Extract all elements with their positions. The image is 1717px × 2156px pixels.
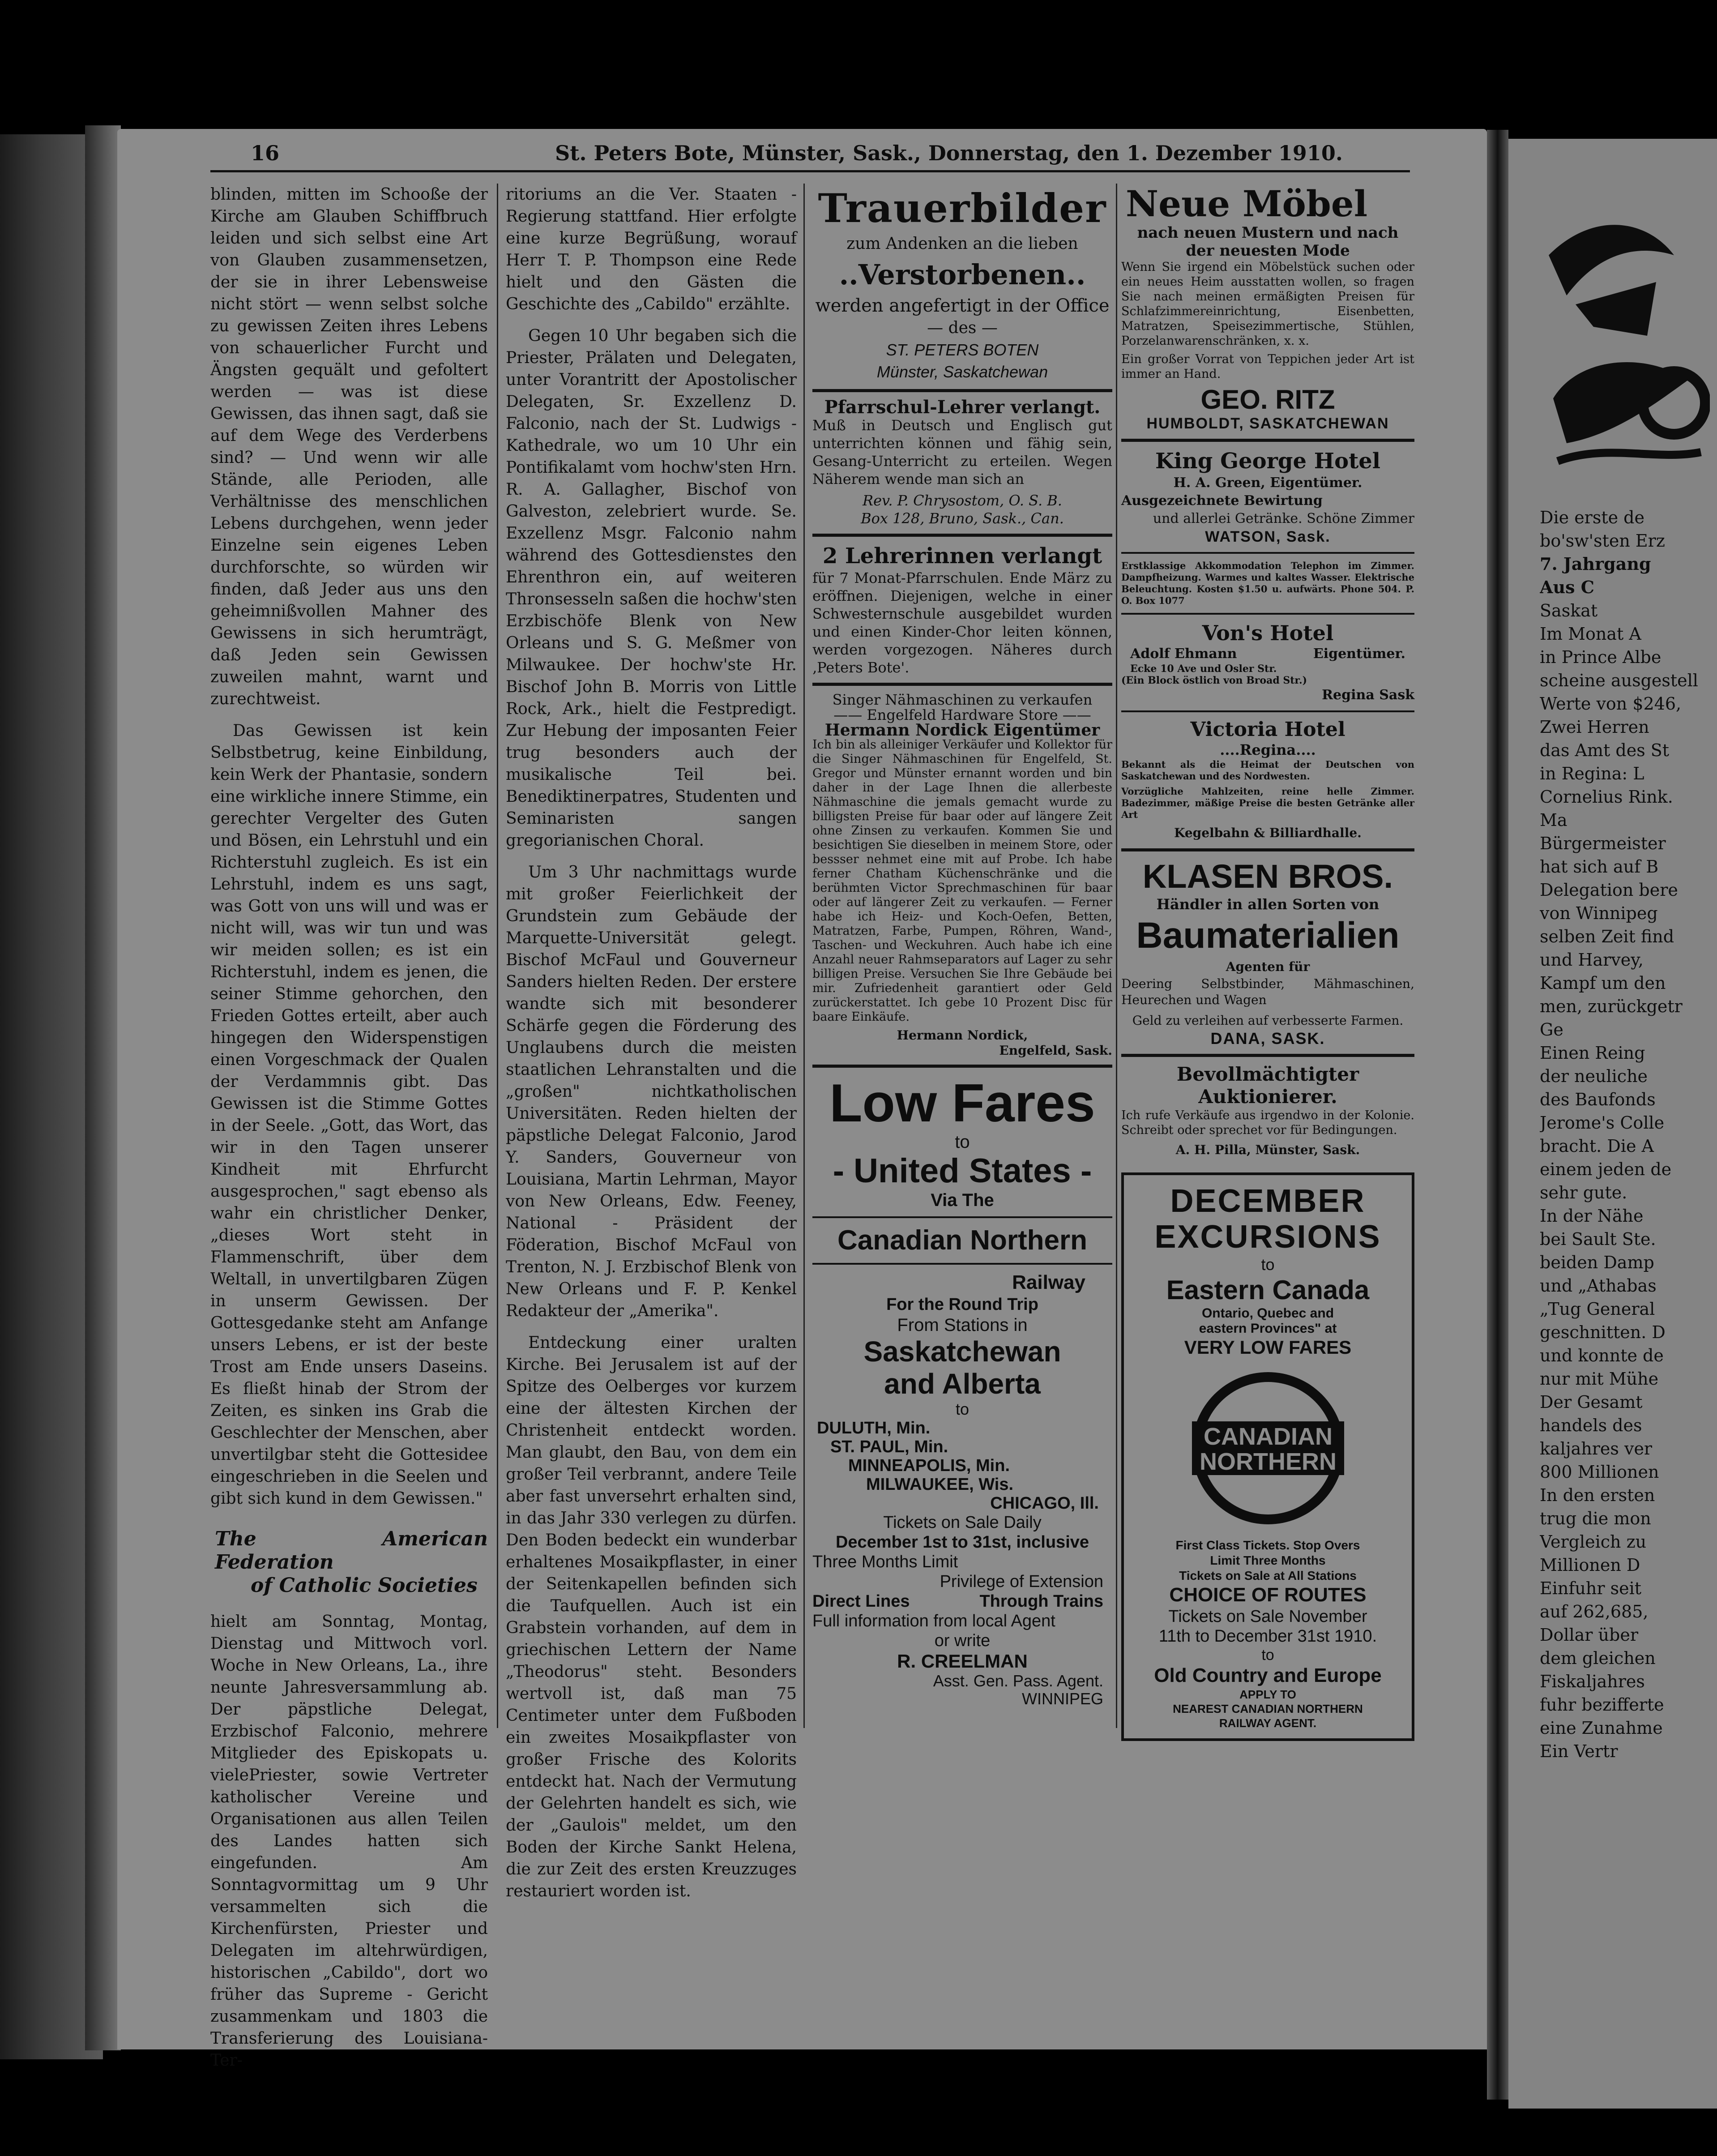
adjacent-page-line: 7. Jahrgang [1540,554,1651,574]
ad-line: Tickets on Sale at All Stations [1179,1569,1357,1583]
ad-line: Eastern Canada [1166,1275,1370,1305]
adjacent-page-line: eine Zunahme [1540,1718,1663,1738]
adjacent-page-line: bo'sw'sten Erz [1540,531,1665,551]
adjacent-page-line: bei Sault Ste. [1540,1229,1656,1249]
ad-line: Geld zu verleihen auf verbesserte Farmen. [1132,1013,1404,1028]
adjacent-page-line: beiden Damp [1540,1253,1654,1272]
ad-signature: Hermann Nordick, [897,1028,1028,1043]
ad-title: GEO. RITZ [1200,385,1335,415]
ad-line: WATSON, Sask. [1205,528,1331,545]
ad-line: to [955,1400,970,1418]
ad-divider [812,534,1112,537]
ad-line: Ontario, Quebec and [1201,1306,1334,1321]
ad-title: Trauerbilder [818,185,1107,231]
header-rule [210,170,1410,172]
ad-line: to [955,1132,970,1152]
adjacent-page-line: handels des [1540,1416,1642,1435]
ad-signature: Box 128, Bruno, Sask., Can. [861,510,1064,527]
ad-line: to [1261,1647,1274,1664]
ad-line: ..Verstorbenen.. [839,258,1086,291]
ad-line: APPLY TO [1239,1688,1296,1701]
ad-line: RAILWAY AGENT. [1219,1716,1317,1730]
ad-text: Deering Selbstbinder, Mähmaschinen, Heurechen und Wagen [1121,976,1414,1007]
lehrerinnen-ad [812,543,1112,676]
ad-text: Bekannt als die Heimat der Deutschen von Saskatchewan und des Nordwesten. [1121,759,1414,782]
adjacent-page-line: Ein Vertr [1540,1741,1618,1761]
adjacent-page-line: kaljahres ver [1540,1439,1653,1459]
ad-divider [812,389,1112,392]
ad-line: or write [934,1631,991,1650]
ad-title: Pfarrschul-Lehrer verlangt. [824,397,1101,418]
low-fares-ad [812,1074,1112,1708]
ad-line: Via The [931,1190,994,1210]
article-paragraph: Gegen 10 Uhr begaben sich die Priester, Prälaten und Delegaten, unter Vorantritt der Apostolischer Delegaten, Sr. Exzellenz D. Falconio, nach der St. Ludwigs - Kathedrale, wo um 10 Uhr ein Pontifikalamt vom hochw'sten Hrn. R. A. Gallagher, Bischof von Galveston, zelebriert wurde. Se. Exzellenz Msgr. Falconio nahm während des Gottesdienstes den Ehrenthron ein, auf weiteren Thronsesseln saßen die hochw'sten Erzbischöfe Blenk von New Orleans und S. G. Meßmer von Milwaukee. Der hochw'ste Hr. Bischof John B. Morris von Little Rock, Ark., hielt die Festpredigt. Zur Hebung der imposanten Feier trug besonders auch der musikalische Teil bei. Benediktinerpatres, Studenten und Seminaristen sangen gregorianischen Choral. [506,327,797,850]
adjacent-page-line: 800 Millionen [1540,1462,1659,1482]
article-paragraph: ritoriums an die Ver. Staaten - Regierung stattfand. Hier erfolgte eine kurze Begrüßung, worauf Herr T. P. Thompson eine Rede hielt und den Gästen die Geschichte des „Cabildo" erzählte. [506,185,797,313]
klasen-bros-ad [1121,858,1414,1048]
ad-text: Muß in Deutsch und Englisch gut unterrichten können und fähig sein, Gesang-Unterricht zu erteilen. Wegen Näherem wende man sich an [812,417,1112,488]
ad-line: Regina Sask [1322,687,1414,703]
ad-line: (Ein Block östlich von Broad Str.) [1121,675,1307,686]
ad-line [812,1591,1112,1611]
ad-phrase: Direct Lines [812,1592,910,1611]
adjacent-page-line: Ma [1540,810,1568,830]
ad-divider [812,1216,1112,1218]
ad-text: Wenn Sie irgend ein Möbelstück suchen oder ein neues Heim ausstatten wollen, so fragen Sie nach meinen ermäßigten Preisen für Schlafzimmereinrichtung, Eisenbetten, Matratzen, Speisezimmertische, Stühlen, Porzelanwarenschränken, x. x. [1121,260,1414,348]
adjacent-page-line: sehr gute. [1540,1183,1627,1202]
masthead-ornament-icon [1540,192,1710,506]
ad-text: für 7 Monat-Pfarrschulen. Ende März zu eröffnen. Diejenigen, welche in einer Schwesternschule ausgebildet wurden und einen Kinder-Chor leiten können, werden vorgezogen. Näheres durch ‚Peters Bote'. [812,569,1112,676]
article-paragraph: blinden, mitten im Schooße der Kirche am Glauben Schiffbruch leiden und sich selbst eine Art von Glauben zusammensetzen, der sie in ihrer Lebensweise nicht stört — wenn selbst solche zu gewissen Zeiten ihres Lebens von schauerlicher Furcht und Ängsten gequält und gefoltert werden — was ist diese Gewissen, das ihnen sagt, daß sie auf dem Wege des Verderbens sind? — Und wenn wir alle Stände, alle Perioden, alle Verhältnisse des menschlichen Lebens durchgehen, wenn jeder Einzelne sein eigenes Leben durchforschte, so würden wir finden, daß Jeder aus uns den geheimnißvollen Mahner des Gewissens in sich herumträgt, daß Jeden sein Gewissen zuweilen mahnt, warnt und zurechtweist. [210,185,488,708]
adjacent-page-line: Dollar über [1540,1625,1639,1645]
naehmaschinen-ad [812,692,1112,1058]
page-number: 16 [251,141,280,165]
ad-divider [1121,1054,1414,1057]
ad-line: Limit Three Months [1210,1553,1326,1567]
ad-line: H. A. Green, Eigentümer. [1173,475,1362,491]
adjacent-page-line: Millionen D [1540,1555,1640,1575]
ad-divider [1121,613,1414,615]
adjacent-page-line: einem jeden de [1540,1159,1672,1179]
adjacent-page-text [1540,192,1717,1763]
ad-line: —— Engelfeld Hardware Store —— [833,706,1091,723]
ad-line: Privilege of Extension [940,1572,1103,1591]
ad-line: and Alberta [884,1368,1041,1400]
adjacent-page-line: In der Nähe [1540,1206,1644,1226]
adjacent-page-line: und „Athabas [1540,1276,1657,1296]
city-line: MINNEAPOLIS, Min. [848,1456,1010,1475]
column-1 [210,184,488,2081]
ad-line: zum Andenken an die lieben [846,235,1078,253]
ad-line: Three Months Limit [812,1553,958,1571]
ad-line: For the Round Trip [886,1295,1038,1314]
city-line: ST. PAUL, Min. [830,1437,948,1456]
ad-line: to [1261,1255,1275,1274]
ad-title: EXCURSIONS [1154,1219,1381,1255]
adjacent-page-line: in Prince Albe [1540,647,1661,667]
adjacent-page-line: der neuliche [1540,1066,1648,1086]
ad-line: Canadian Northern [837,1225,1088,1256]
king-george-hotel-ad [1121,448,1414,607]
adjacent-page-line: Kampf um den [1540,973,1666,993]
article-paragraph: hielt am Sonntag, Montag, Dienstag und Mittwoch vorl. Woche in New Orleans, La., ihre neunte Jahresversammlung ab. Der päpstliche Delegat, Erzbischof Falconio, mehrere Mitglieder des Episkopats u. vielePriester, sowie Vertreter katholischer Vereine und Organisationen aus allen Teilen des Landes hatten sich eingefunden. Am Sonntagvormittag um 9 Uhr versammelten sich die Kirchenfürsten, Priester und Delegaten im altehrwürdigen, historischen „Cabildo", dort wo früher das Supreme - Gericht zusammenkam und 1803 die Transferierung des Louisiana-Ter- [210,1613,488,2070]
adjacent-page-line: men, zurückgetr [1540,997,1683,1016]
adjacent-page-line: dem gleichen [1540,1648,1656,1668]
adjacent-page-line: Cornelius Rink. [1540,787,1673,807]
ad-line: DANA, SASK. [1210,1029,1325,1048]
ad-line: - United States - [833,1152,1092,1190]
ad-line: HUMBOLDT, SASKATCHEWAN [1146,415,1389,432]
ad-line: Hermann Nordick Eigentümer [824,721,1100,740]
ad-line: Old Country and Europe [1154,1664,1382,1686]
adjacent-page-line: nur mit Mühe [1540,1369,1659,1389]
adjacent-page-line: und Harvey, [1540,950,1644,970]
ad-divider [1121,848,1414,851]
city-line: CHICAGO, Ill. [990,1494,1099,1513]
ad-signature: R. CREELMAN [897,1651,1028,1672]
ad-line: VERY LOW FARES [1184,1337,1352,1358]
adjacent-page-line: selben Zeit find [1540,927,1674,946]
adjacent-page-line: „Tug General [1540,1299,1655,1319]
adjacent-page-line: Einfuhr seit [1540,1578,1642,1598]
column-3-ads [812,184,1112,1708]
ad-line: Saskatchewan [863,1335,1061,1368]
canadian-northern-logo-icon [1187,1368,1349,1529]
ad-divider [812,683,1112,686]
article-paragraph: Entdeckung einer uralten Kirche. Bei Jerusalem ist auf der Spitze des Oelberges vor kurzem eine der ältesten Kirchen der Christenheit entdeckt worden. Man glaubt, den Bau, von dem ein großer Teil verbrannt, andere Teile aber fast unversehrt erhalten sind, in das Jahr 330 verlegen zu dürfen. Den Boden bedeckt ein wunderbar erhaltenes Mosaikpflaster, in einer der Seitenkapellen befinden sich die Taufquellen. Auch ist ein Grabstein vorhanden, auf dem in griechischen Lettern der Name „Theodorus" steht. Besonders wertvoll ist, daß man 75 Centimeter unter dem Fußboden ein zweites Mosaikpflaster von großer Frische des Kolorits entdeckt hat. Nach der Vermutung der Gelehrten handelt es sich, wie der „Gaulois" meldet, um den Boden der Kirche Sankt Helena, die zur Zeit des ersten Kreuzzuges restauriert worden ist. [506,1334,797,1900]
masthead-line: St. Peters Bote, Münster, Sask., Donnerstag, den 1. Dezember 1910. [555,141,1343,165]
ad-title: Victoria Hotel [1190,718,1345,741]
section-heading-line: of Catholic Societies [251,1574,478,1597]
ad-text: Ich rufe Verkäufe aus irgendwo in der Kolonie. Schreibt oder sprechet vor für Bedingungen. [1121,1108,1414,1137]
ad-text: Erstklassige Akkommodation Telephon im Zimmer. Dampfheizung. Warmes und kaltes Wasser. Elektrische Beleuchtung. Kosten $1.50 u. aufwärts. Phone 504. P. O. Box 1077 [1121,560,1414,606]
ad-line: First Class Tickets. Stop Overs [1175,1538,1360,1552]
ad-line: werden angefertigt in der Office [815,295,1110,316]
column-rule [803,184,805,1728]
ad-text: Ich bin als alleiniger Verkäufer und Kollektor für die Singer Nähmaschinen für Engelfeld, St. Gregor und Münster ernannt worden und bin daher in der Lage Ihnen die allerbeste Nähmaschine die jemals gemacht wurde zu billigsten Preise für baar oder auf längere Zeit ohne Zinsen zu verkaufen. Kommen Sie und besichtigen Sie dieselben in meinem Store, oder bessser nehmet eine mit auf Probe. Ich habe ferner Chatham Küchenschränke und die berühmten Victor Sprechmaschinen für baar oder auf längerer Zeit zu verkaufen. — Ferner habe ich Heiz- und Koch-Oefen, Betten, Matratzen, Farbe, Pumpen, Röhren, Wand-, Taschen- und Weckuhren. Auch habe ich eine Anzahl neuer Rahmseparators auf Lager zu sehr billigen Preise. Versuchen Sie Ihre Gebäude bei mir. Zufriedenheit garantiert oder Geld zurückerstattet. Ich gebe 10 Prozent Disc für baare Einkäufe. [812,738,1112,1024]
ad-signature: Engelfeld, Sask. [999,1043,1112,1058]
ad-divider [1121,710,1414,712]
ad-line: Münster, Saskatchewan [876,363,1048,381]
ad-line: Händler in allen Sorten von [1156,896,1380,913]
ad-title: Baumaterialien [1136,915,1400,956]
adjacent-page-line: Aus C [1540,577,1594,597]
ad-title: Bevollmächtigter Auktionierer. [1176,1063,1359,1108]
ad-title: Low Fares [829,1073,1095,1133]
adjacent-page-line: Jerome's Colle [1540,1113,1665,1133]
ad-line: Singer Nähmaschinen zu verkaufen [832,691,1093,708]
ad-title: DECEMBER [1170,1183,1366,1219]
ad-line: Full information from local Agent [812,1612,1055,1630]
section-heading [215,1527,488,1597]
column-2 [506,184,797,1912]
column-4-ads [1121,184,1414,1741]
adjacent-page-line: Fiskaljahres [1540,1672,1645,1691]
ad-line: CHOICE OF ROUTES [1169,1584,1367,1606]
ad-line: December 1st to 31st, inclusive [835,1533,1089,1552]
ad-signature: A. H. Pilla, Münster, Sask. [1175,1142,1360,1157]
ad-signature: Asst. Gen. Pass. Agent. [933,1672,1103,1690]
ad-line: — des — [927,319,998,337]
ad-title: 2 Lehrerinnen verlangt [822,543,1102,569]
ad-text: Ein großer Vorrat von Teppichen jeder Art ist immer an Hand. [1121,352,1414,381]
ad-signature: WINNIPEG [1021,1690,1103,1708]
ad-line: Agenten für [1226,959,1310,974]
ad-line: Railway [1012,1271,1085,1293]
december-excursions-ad [1121,1172,1414,1741]
adjacent-page-line: Ge [1540,1020,1563,1040]
ad-line: ST. PETERS BOTEN [886,341,1039,359]
city-line: MILWAUKEE, Wis. [866,1475,1014,1494]
ad-signature: Rev. P. Chrysostom, O. S. B. [863,492,1062,509]
city-line: DULUTH, Min. [817,1419,931,1437]
ad-line: Tickets on Sale Daily [883,1513,1042,1532]
ad-title: KLASEN BROS. [1142,858,1393,895]
adjacent-page-line: geschnitten. D [1540,1322,1666,1342]
adjacent-page-lines [1540,506,1717,1763]
adjacent-page-line: Zwei Herren [1540,717,1649,737]
ad-divider [1121,439,1414,442]
section-heading-line: The American Federation [215,1527,488,1574]
ad-line: ....Regina.... [1220,741,1316,758]
adjacent-page-line: scheine ausgestell [1540,671,1698,690]
ad-phrase: Eigentümer. [1313,646,1405,662]
ad-title: Neue Möbel [1126,183,1368,225]
ad-line: Kegelbahn & Billiardhalle. [1174,826,1362,840]
adjacent-page-line: Vergleich zu [1540,1532,1647,1552]
ad-line: NEAREST CANADIAN NORTHERN [1173,1702,1363,1715]
adjacent-page-line: das Amt des St [1540,740,1670,760]
adjacent-page-line: Im Monat A [1540,624,1641,644]
canadian-northern-logo [1131,1368,1405,1529]
adjacent-page-line: trug die mon [1540,1509,1651,1528]
article-paragraph: Um 3 Uhr nachmittags wurde mit großer Feierlichkeit der Grundstein zum Gebäude der Marquette-Universität gelegt. Bischof McFaul und Gouverneur Sanders hielten Reden. Der erstere wandte sich mit besonderer Schärfe gegen die Förderung des Unglaubens durch die meisten staatlichen Lehranstalten und die „großen" nichtkatholischen Universitäten. Reden hielten der päpstliche Delegat Falconio, Jarod Y. Sanders, Gouverneur von Louisiana, Martin Lehrman, Mayor von New Orleans, Edw. Feeney, National - Präsident der Föderation, Bischof McFaul von Trenton, N. J. Erzbischof Blenk von New Orleans und F. P. Kenkel Redakteur der „Amerika". [506,863,797,1320]
ad-divider [812,1263,1112,1265]
adjacent-page-line: bracht. Die A [1540,1136,1654,1156]
article-paragraph: Das Gewissen ist kein Selbstbetrug, keine Einbildung, kein Werk der Phantasie, sondern eine wirkliche innere Stimme, ein gerechter Vergelter des Guten und Bösen, ein Lehrstuhl und ein Richterstuhl zugleich. Es ist ein Lehrstuhl, indem es uns sagt, was Gott von uns will und was er nicht will, was wir tun und was wir meiden sollen; es ist ein Richterstuhl, indem es jenen, die seiner Stimme gehorchen, den Frieden Gottes erteilt, aber auch hingegen den Widerspenstigen einen Vorgeschmack der Qualen der Verdammnis gibt. Das Gewissen ist die Stimme Gottes in der Seele. „Gott, das Wort, das wir in den Tagen unserer Kindheit mit Ehrfurcht ausgesprochen," sagt ebenso als wahr ein christlicher Denker, „dieses Wort steht in Flammenschrift, über dem Weltall, in unvertilgbaren Zügen in unserm Gewissen. Der Gottesgedanke steht am Anfange unsers Lebens, er ist der beste Trost am Ende unsers Daseins. Es fließt hinab der Strom der Zeiten, es sinken ins Grab die Geschlechter der Menschen, aber unvertilgbar steht die Gottesidee eingeschrieben in die Seelen und gibt sich kund in dem Gewissen." [210,722,488,1508]
trauerbilder-ad [812,184,1112,383]
logo-text-line: CANADIAN [1203,1423,1333,1450]
ad-text: Vorzügliche Mahlzeiten, reine helle Zimmer. Badezimmer, mäßige Preise die besten Getränke aller Art [1121,786,1414,820]
ad-line: nach neuen Mustern und nach der neuesten Mode [1137,224,1399,260]
vons-hotel-ad [1121,621,1414,704]
ad-title: Von's Hotel [1202,621,1334,645]
ad-line: Ausgezeichnete Bewirtung [1121,493,1323,509]
moebel-ad [1121,184,1414,432]
ad-title: King George Hotel [1155,449,1381,474]
column-rule [1116,184,1117,1728]
logo-text-line: NORTHERN [1199,1448,1337,1475]
adjacent-page-line: und konnte de [1540,1346,1664,1365]
adjacent-page-line: Saskat [1540,601,1598,620]
ad-line: From Stations in [897,1315,1028,1335]
adjacent-page-line: Die erste de [1540,508,1644,527]
adjacent-page-line: Der Gesamt [1540,1392,1643,1412]
adjacent-page-line: Einen Reing [1540,1043,1645,1063]
ad-phrase: Adolf Ehmann [1130,646,1237,662]
column-rule [497,184,498,1728]
adjacent-page-line: Bürgermeister [1540,834,1666,853]
ad-line: und allerlei Getränke. Schöne Zimmer [1153,511,1414,526]
ad-line: 11th to December 31st 1910. [1158,1627,1377,1646]
ad-phrase: Through Trains [979,1592,1103,1611]
ad-line [1121,645,1414,663]
ad-line: eastern Provinces" at [1199,1321,1337,1336]
adjacent-page-line: in Regina: L [1540,764,1644,783]
ad-divider [812,1065,1112,1068]
adjacent-page-line: fuhr bezifferte [1540,1695,1664,1715]
ad-line: Ecke 10 Ave und Osler Str. [1130,663,1277,675]
ad-divider [1121,552,1414,554]
adjacent-page-line: Werte von $246, [1540,694,1682,714]
adjacent-page-line: In den ersten [1540,1485,1655,1505]
auktionierer-ad [1121,1063,1414,1159]
adjacent-page-line: auf 262,685, [1540,1602,1649,1621]
book-gutter [1487,130,1508,2100]
adjacent-page-line: Delegation bere [1540,880,1678,900]
adjacent-page-line: hat sich auf B [1540,857,1659,877]
ad-line: Tickets on Sale November [1168,1607,1367,1626]
victoria-hotel-ad [1121,719,1414,842]
pfarrschul-ad [812,398,1112,527]
adjacent-page-line: von Winnipeg [1540,903,1658,923]
page-edge-shadow [85,125,121,2050]
adjacent-page-line: des Baufonds [1540,1090,1656,1109]
